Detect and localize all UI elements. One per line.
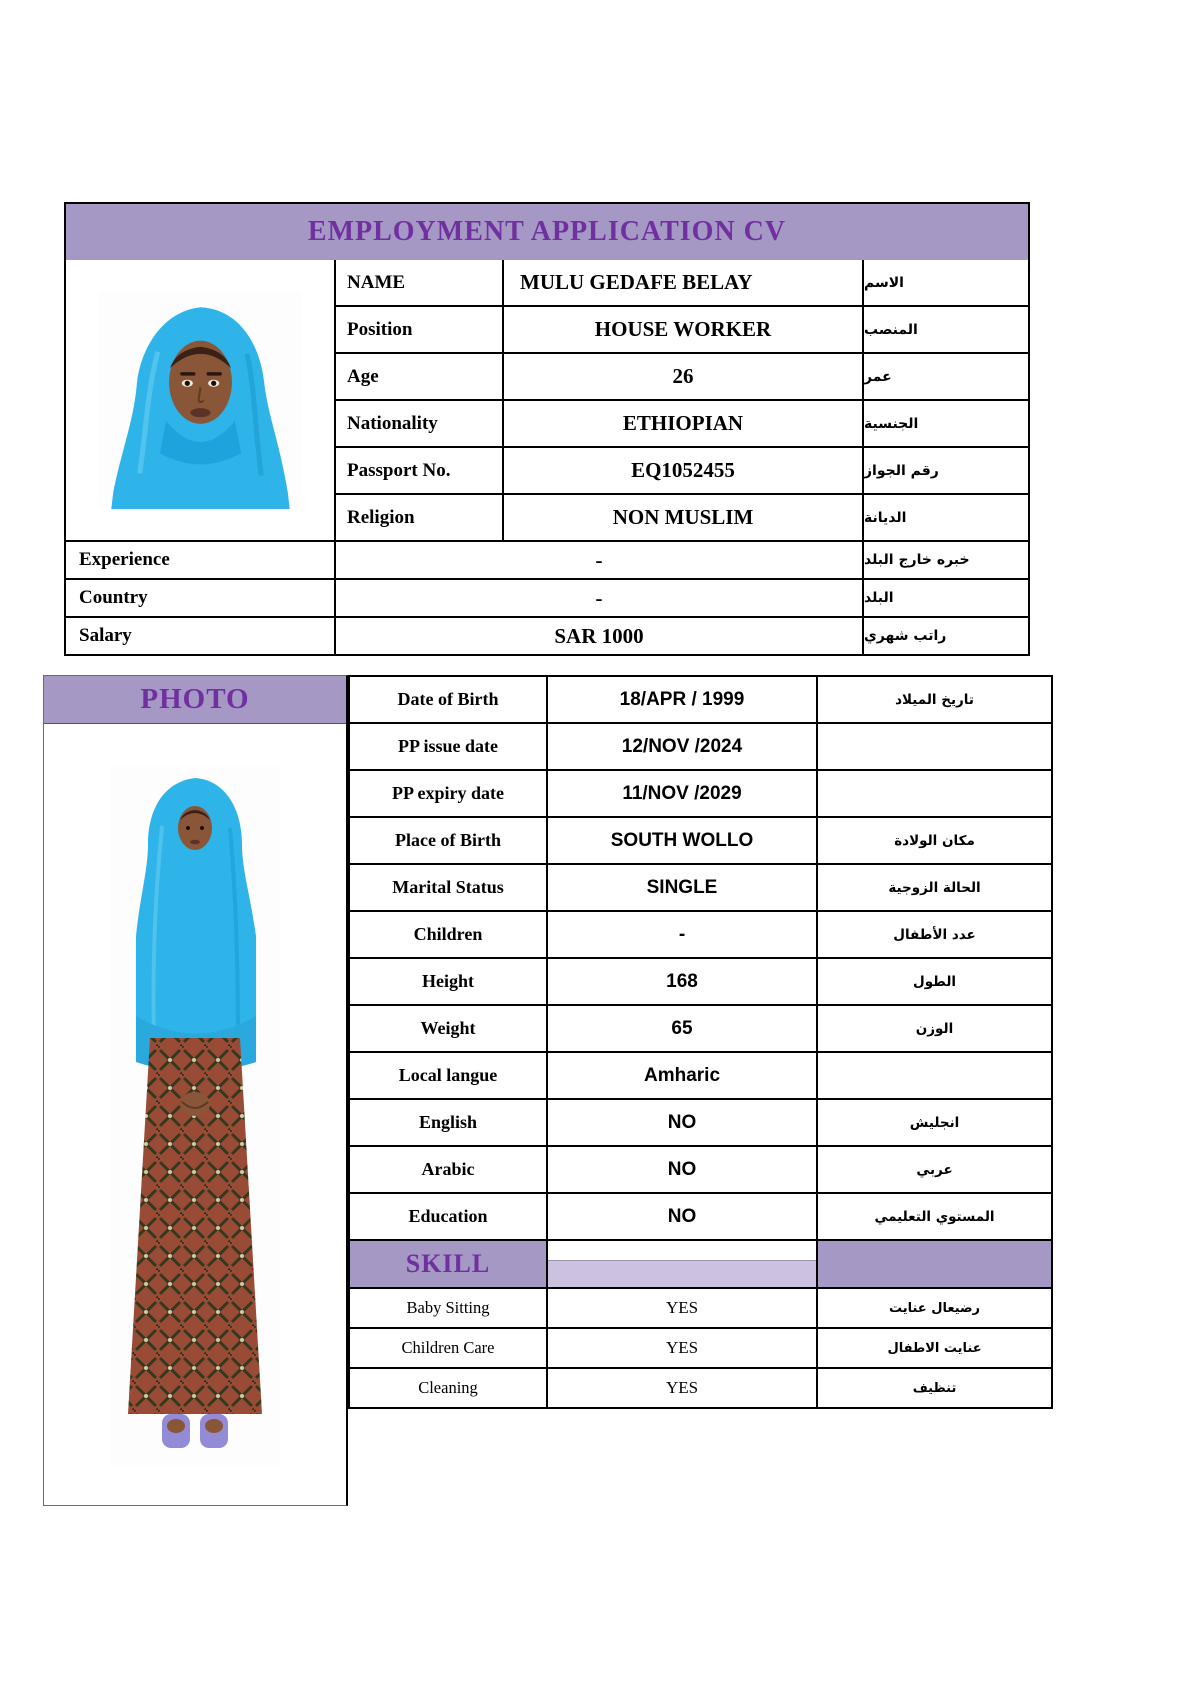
table-row (336, 260, 1028, 307)
field-label-arabic: مكان الولادة (894, 832, 975, 849)
table-row (350, 1006, 1051, 1053)
table-row (350, 818, 1051, 865)
skill-band-white-strip (548, 1241, 816, 1261)
field-label-arabic: عربي (916, 1161, 953, 1178)
field-value: NO (548, 1147, 818, 1192)
details-table (348, 675, 1053, 1409)
table-row (350, 912, 1051, 959)
table-row (350, 1369, 1051, 1407)
field-value: NO (548, 1194, 818, 1239)
photo-section-title: PHOTO (140, 683, 250, 715)
skill-band-arabic-cell (818, 1241, 1051, 1287)
field-label-arabic (818, 771, 1051, 816)
field-label-arabic: الاسم (864, 274, 904, 291)
field-value: 11/NOV /2029 (548, 771, 818, 816)
field-label: Experience (66, 542, 336, 578)
field-label: Height (350, 959, 548, 1004)
field-value: - (336, 542, 864, 578)
page-title: EMPLOYMENT APPLICATION CV (307, 216, 787, 247)
skill-section-title-cell (350, 1241, 548, 1287)
table-row (350, 1289, 1051, 1329)
field-label-arabic: خبره خارج البلد (864, 552, 970, 568)
field-label-arabic: الحالة الزوجية (888, 879, 981, 896)
field-label-arabic: الوزن (915, 1020, 954, 1037)
table-row (66, 542, 1028, 580)
field-label-arabic: عنايت الاطفال (887, 1340, 982, 1356)
photo-section-band (44, 676, 346, 724)
field-value: EQ1052455 (504, 448, 864, 493)
field-label-arabic: الجنسية (864, 415, 919, 432)
field-label: Date of Birth (350, 677, 548, 722)
field-label: Position (336, 307, 504, 352)
field-label-arabic: المستوي التعليمي (874, 1208, 995, 1225)
field-label: Children (350, 912, 548, 957)
field-label-arabic (818, 1053, 1051, 1098)
table-row (66, 618, 1028, 654)
field-label: Nationality (336, 401, 504, 446)
field-label-arabic: المنصب (864, 321, 918, 338)
field-value: NO (548, 1100, 818, 1145)
field-label: Place of Birth (350, 818, 548, 863)
table-row (350, 1329, 1051, 1369)
field-label: Education (350, 1194, 548, 1239)
document-title-band (66, 204, 1028, 260)
field-label: English (350, 1100, 548, 1145)
field-value: ETHIOPIAN (504, 401, 864, 446)
table-row (336, 401, 1028, 448)
field-label: Children Care (350, 1329, 548, 1367)
field-label-arabic: تاريخ الميلاد (895, 691, 974, 708)
skill-band-lavender-strip (548, 1261, 816, 1287)
field-label-arabic: راتب شهري (864, 628, 947, 644)
details-section (43, 675, 1053, 1409)
field-label: Passport No. (336, 448, 504, 493)
table-row (350, 1147, 1051, 1194)
skill-band-middle-cell (548, 1241, 818, 1287)
field-value: - (336, 580, 864, 616)
table-row (350, 724, 1051, 771)
field-label: Age (336, 354, 504, 399)
field-value: 168 (548, 959, 818, 1004)
table-row (350, 1100, 1051, 1147)
field-label-arabic: عمر (864, 368, 892, 385)
table-row (336, 307, 1028, 354)
table-row (336, 354, 1028, 401)
field-label-arabic: رضيعال عنايت (888, 1300, 981, 1316)
field-value: 65 (548, 1006, 818, 1051)
top-table-body (66, 260, 1028, 654)
field-label-arabic: تنظيف (912, 1380, 957, 1396)
table-row (350, 1194, 1051, 1241)
table-row (350, 677, 1051, 724)
field-label: Weight (350, 1006, 548, 1051)
table-row (336, 448, 1028, 495)
table-row (350, 771, 1051, 818)
field-label-arabic (818, 724, 1051, 769)
skill-section-band (350, 1241, 1051, 1289)
field-value: 18/APR / 1999 (548, 677, 818, 722)
portrait-photo-cell (66, 260, 336, 542)
field-value: NON MUSLIM (504, 495, 864, 540)
field-label-arabic: عدد الأطفال (893, 926, 976, 943)
table-row (350, 865, 1051, 912)
field-value: YES (548, 1329, 818, 1367)
table-row (66, 580, 1028, 618)
field-label: Country (66, 580, 336, 616)
field-value: 26 (504, 354, 864, 399)
field-value: SAR 1000 (336, 618, 864, 654)
field-label-arabic: البلد (864, 590, 894, 606)
field-label: PP issue date (350, 724, 548, 769)
field-value: Amharic (548, 1053, 818, 1098)
field-label: Religion (336, 495, 504, 540)
field-label: Salary (66, 618, 336, 654)
field-label: Marital Status (350, 865, 548, 910)
field-label: Baby Sitting (350, 1289, 548, 1327)
field-value: SOUTH WOLLO (548, 818, 818, 863)
field-value: - (548, 912, 818, 957)
field-label: PP expiry date (350, 771, 548, 816)
field-value: 12/NOV /2024 (548, 724, 818, 769)
employment-application-table (64, 202, 1030, 656)
full-body-photo-area (44, 724, 346, 1466)
table-row (350, 959, 1051, 1006)
table-row (336, 495, 1028, 542)
field-label-arabic: الطول (912, 973, 957, 990)
applicant-portrait-photo (98, 291, 303, 509)
field-value: YES (548, 1369, 818, 1407)
field-label: Arabic (350, 1147, 548, 1192)
full-body-photo-column (43, 675, 348, 1506)
field-label-arabic: الديانة (864, 509, 907, 526)
field-label-arabic: انجليش (909, 1114, 960, 1131)
skill-section-title: SKILL (405, 1249, 491, 1278)
table-row (350, 1053, 1051, 1100)
applicant-full-body-photo (110, 766, 280, 1466)
field-label: NAME (336, 260, 504, 305)
field-value: MULU GEDAFE BELAY (504, 260, 864, 305)
field-value: HOUSE WORKER (504, 307, 864, 352)
field-label: Local langue (350, 1053, 548, 1098)
field-label-arabic: رقم الجواز (864, 462, 939, 479)
field-value: SINGLE (548, 865, 818, 910)
field-value: YES (548, 1289, 818, 1327)
field-label: Cleaning (350, 1369, 548, 1407)
